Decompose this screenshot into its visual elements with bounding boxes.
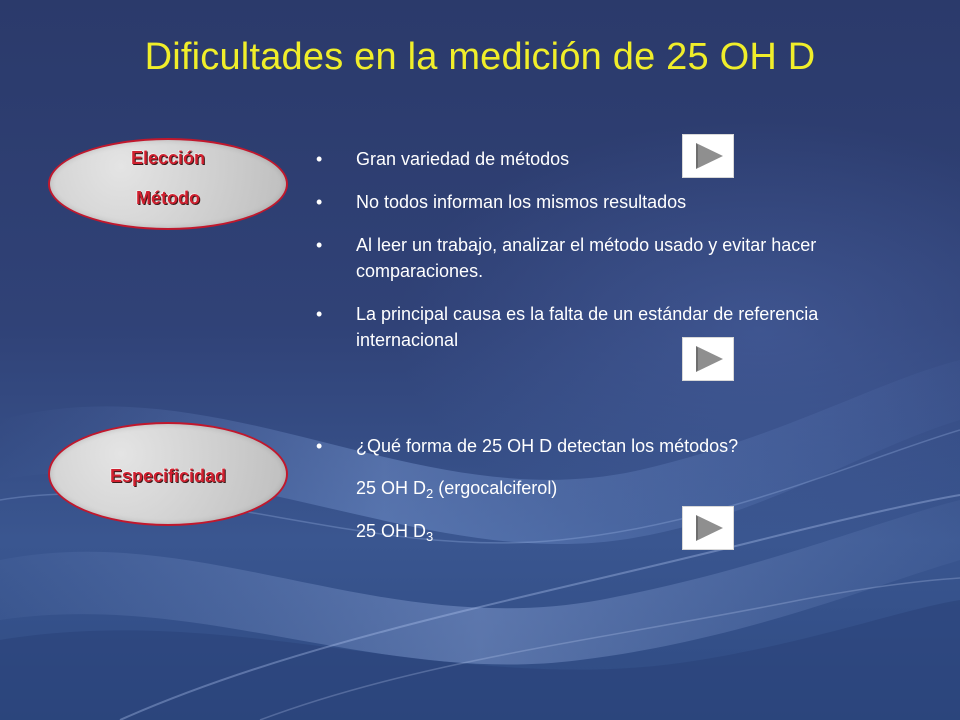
play-button-metodos[interactable]: [682, 134, 734, 178]
d2-rest-text: (ergocalciferol): [433, 478, 558, 498]
play-icon: [683, 338, 733, 380]
eleccion-label: Elección: [130, 148, 206, 168]
bullet-variedad: • Gran variedad de métodos: [316, 146, 916, 172]
play-icon: [683, 507, 733, 549]
metodo-bullet-list: [316, 146, 916, 370]
play-button-especificidad[interactable]: [682, 506, 734, 550]
especificidad-label: Especificidad: [109, 466, 227, 486]
bullet-resultados: • No todos informan los mismos resultados: [316, 189, 916, 215]
slide-title: Dificultades en la medición de 25 OH D: [144, 36, 816, 78]
eleccion-metodo-badge: [48, 138, 288, 230]
line-25oh-d3: [356, 518, 433, 544]
metodo-label: Método: [136, 188, 200, 208]
d3-subscript: 3: [426, 529, 434, 544]
bullet-causa-principal: • La principal causa es la falta de un estándar de referencia internacional: [316, 301, 916, 353]
especificidad-badge: [48, 422, 288, 526]
bullet-leer-trabajo: • Al leer un trabajo, analizar el método usado y evitar hacer comparaciones.: [316, 232, 916, 284]
d2-base-text: 25 OH D: [356, 478, 427, 498]
d3-base-text: 25 OH D: [356, 521, 427, 541]
play-button-referencia[interactable]: [682, 337, 734, 381]
especificidad-bullet-list: [316, 433, 916, 476]
bullet-forma-25oh: • ¿Qué forma de 25 OH D detectan los métodos?: [316, 433, 916, 459]
d2-subscript: 2: [426, 486, 434, 501]
play-icon: [683, 135, 733, 177]
line-25oh-d2: [356, 475, 557, 501]
